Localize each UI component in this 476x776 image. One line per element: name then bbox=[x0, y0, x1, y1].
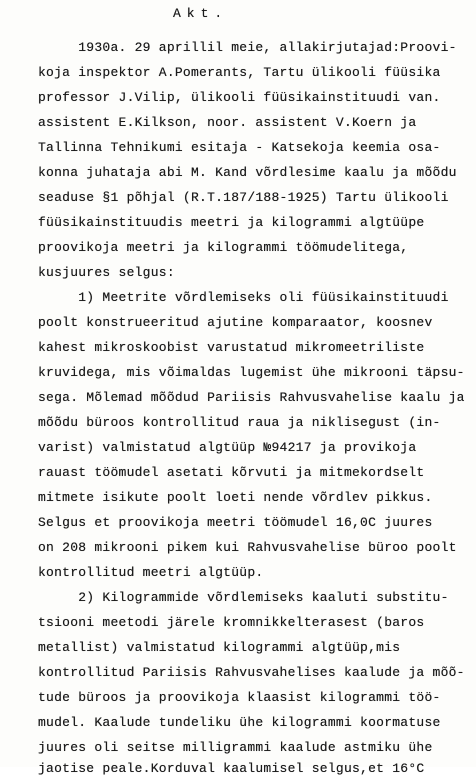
text-line: mõõdu büroos kontrollitud raua ja niklisegust (in- bbox=[38, 415, 441, 430]
document-title: Akt. bbox=[173, 6, 229, 21]
text-line: kruvidega, mis võimaldas lugemist ühe mikrooni täpsu- bbox=[38, 365, 465, 380]
text-line: Tallinna Tehnikumi esitaja - Katsekoja keemia osa- bbox=[38, 140, 441, 155]
text-line: mitmete isikute poolt loeti nende võrdlev pikkus. bbox=[38, 490, 433, 505]
text-line: proovikoja meetri ja kilogrammi töömudelitega, bbox=[38, 240, 409, 255]
text-line: rauast töömudel asetati kõrvuti ja mitmekordselt bbox=[38, 465, 425, 480]
text-line: koja inspektor A.Pomerants, Tartu ülikooli füüsika bbox=[38, 65, 441, 80]
text-line: mudel. Kaalude tundeliku ühe kilogrammi koormatuse bbox=[38, 715, 441, 730]
text-line: juures oli seitse milligrammi kaalude astmiku ühe bbox=[38, 740, 433, 755]
text-line: assistent E.Kilkson, noor. assistent V.Koern ja bbox=[38, 115, 417, 130]
text-line: kusjuures selgus: bbox=[38, 265, 175, 280]
text-line: tsiooni meetodi järele kromnikkelterasest (baros bbox=[38, 615, 425, 630]
text-line: sega. Mõlemad mõõdud Pariisis Rahvusvahelise kaalu ja bbox=[38, 390, 465, 405]
text-line: konna juhataja abi M. Kand võrdlesime kaalu ja mõõdu bbox=[38, 165, 457, 180]
text-line: 1) Meetrite võrdlemiseks oli füüsikainstituudi bbox=[38, 290, 449, 305]
text-line: kahest mikroskoobist varustatud mikromeetriliste bbox=[38, 340, 425, 355]
text-line: tude büroos ja proovikoja klaasist kilogrammi töö- bbox=[38, 690, 441, 705]
text-line: jaotise peale.Korduval kaalumisel selgus,et 16°C bbox=[38, 761, 425, 776]
text-line: Selgus et proovikoja meetri töömudel 16,0C juures bbox=[38, 515, 433, 530]
text-line: 1930a. 29 aprillil meie, allakirjutajad:Proovi- bbox=[38, 40, 457, 55]
text-line: metallist) valmistatud kilogrammi algtüüp,mis bbox=[38, 640, 401, 655]
text-line: 2) Kilogrammide võrdlemiseks kaaluti substitu- bbox=[38, 590, 449, 605]
text-line: kontrollitud meetri algtüüp. bbox=[38, 565, 264, 580]
text-line: seaduse §1 põhjal (R.T.187/188-1925) Tartu ülikooli bbox=[38, 190, 449, 205]
text-line: varist) valmistatud algtüüp №94217 ja provikoja bbox=[38, 440, 417, 455]
text-line: on 208 mikrooni pikem kui Rahvusvahelise büroo poolt bbox=[38, 540, 457, 555]
text-line: füüsikainstituudis meetri ja kilogrammi algtüüpe bbox=[38, 215, 425, 230]
text-line: poolt konstrueeritud ajutine komparaator, koosnev bbox=[38, 315, 433, 330]
text-line: kontrollitud Pariisis Rahvusvahelises kaalude ja mõõ- bbox=[38, 665, 465, 680]
text-line: professor J.Vilip, ülikooli füüsikainstituudi van. bbox=[38, 90, 441, 105]
